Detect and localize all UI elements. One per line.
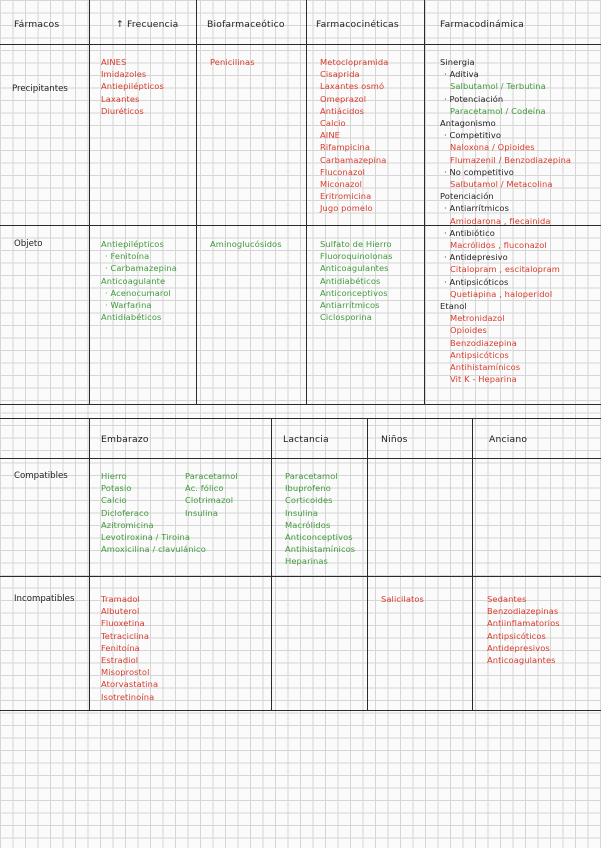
list-item: Laxantes bbox=[101, 93, 140, 104]
list-item: Salicilatos bbox=[381, 594, 424, 604]
list-item: Imidazoles bbox=[101, 69, 147, 80]
header-lactancia: Lactancia bbox=[283, 434, 329, 445]
list-item: Salbutamol / Terbutina bbox=[450, 81, 546, 92]
list-item: Macrólidos bbox=[285, 519, 331, 530]
list-item: Heparinas bbox=[285, 556, 328, 567]
table2-col-rule-3 bbox=[367, 418, 368, 710]
list-item: Anticoagulante bbox=[101, 275, 166, 286]
list-item: Paracetamol bbox=[285, 471, 338, 481]
list-item: Dicloferaco bbox=[101, 507, 149, 518]
list-item: Levotiroxina / Tiroina bbox=[101, 532, 191, 543]
list-item: Ibuprofeno bbox=[285, 483, 331, 494]
list-item: Antihistamínicos bbox=[285, 544, 356, 555]
list-item: Misoprostol bbox=[101, 667, 150, 678]
list-item: Albuterol bbox=[101, 606, 140, 617]
list-item: Antiepilépticos bbox=[101, 81, 164, 92]
incompatibles-ninos-list bbox=[381, 593, 424, 605]
list-item: Antiepilépticos bbox=[101, 239, 164, 249]
header-farmacos: Fármacos bbox=[14, 19, 60, 30]
header-farmacocineticas: Farmacocinéticas bbox=[316, 19, 399, 30]
table1-col-rule-1 bbox=[89, 0, 90, 404]
list-item: Naloxona / Opioides bbox=[450, 142, 535, 153]
list-item: Ciclosporina bbox=[320, 312, 372, 323]
list-item: Diuréticos bbox=[101, 105, 144, 116]
list-item: Clotrimazol bbox=[185, 495, 234, 506]
list-item: Potasio bbox=[101, 483, 132, 494]
list-item: Jugo pomelo bbox=[320, 203, 373, 214]
list-item: AINE bbox=[320, 130, 340, 141]
list-item: Antidiabéticos bbox=[101, 312, 162, 323]
list-item: Corticoides bbox=[285, 495, 333, 506]
row-label-precipitantes: Precipitantes bbox=[12, 84, 68, 94]
list-item: Fluoxetina bbox=[101, 618, 145, 629]
list-item: Azitromicina bbox=[101, 519, 154, 530]
list-item: Vit K - Heparina bbox=[450, 374, 517, 385]
objeto-farmacocineticas-list bbox=[320, 238, 393, 323]
list-item: Omeprazol bbox=[320, 93, 367, 104]
list-item: · Antipsicóticos bbox=[444, 276, 509, 287]
table2-col-rule-4 bbox=[472, 418, 473, 710]
list-item: Antihistamínicos bbox=[450, 362, 521, 373]
list-item: Antiácidos bbox=[320, 105, 365, 116]
list-item: Estradiol bbox=[101, 655, 139, 666]
list-item: · Acenocumarol bbox=[105, 287, 171, 298]
list-item: · Antidepresivo bbox=[444, 252, 508, 263]
list-item: Amoxicilina / clavulánico bbox=[101, 544, 206, 555]
list-item: Tramadol bbox=[101, 594, 140, 604]
list-item: Metoclopramida bbox=[320, 57, 389, 67]
header-frecuencia: ↑ Frecuencia bbox=[116, 19, 179, 30]
list-item: Insulina bbox=[185, 507, 219, 518]
list-item: Benzodiazepinas bbox=[487, 606, 559, 617]
list-item: Hierro bbox=[101, 471, 127, 481]
list-item: · Aditiva bbox=[444, 69, 479, 80]
farmacodinamica-list bbox=[440, 56, 571, 385]
list-item: Potenciación bbox=[440, 191, 494, 202]
list-item: · No competitivo bbox=[444, 166, 514, 177]
list-item: Etanol bbox=[440, 301, 467, 312]
table1-header-rule bbox=[0, 44, 601, 45]
list-item: Aminoglucósidos bbox=[210, 239, 282, 249]
table2-top-rule bbox=[0, 418, 601, 419]
list-item: Ac. fólico bbox=[185, 483, 224, 494]
compatibles-lactancia-list bbox=[285, 470, 355, 568]
objeto-biofarmaceotico-list bbox=[210, 238, 282, 250]
list-item: Paracetamol bbox=[185, 471, 238, 481]
table2-header-rule bbox=[0, 458, 601, 459]
table1-col-rule-4 bbox=[424, 0, 425, 404]
header-embarazo: Embarazo bbox=[101, 434, 149, 445]
list-item: Tetraciclina bbox=[101, 630, 150, 641]
table2-bottom-rule bbox=[0, 710, 601, 711]
list-item: AINES bbox=[101, 57, 127, 67]
table2-col-rule-2 bbox=[271, 418, 272, 710]
list-item: Calcio bbox=[320, 118, 346, 129]
precipitantes-biofarmaceotico-list bbox=[210, 56, 255, 68]
table2-row-rule bbox=[0, 576, 601, 577]
list-item: · Warfarina bbox=[105, 300, 152, 311]
header-ninos: Niños bbox=[381, 434, 408, 445]
list-item: · Fenitoína bbox=[105, 251, 150, 262]
row-label-objeto: Objeto bbox=[14, 239, 43, 249]
list-item: Antiarrítmicos bbox=[320, 300, 380, 311]
list-item: Atorvastatina bbox=[101, 679, 159, 690]
list-item: Fluoroquinolonas bbox=[320, 251, 393, 262]
list-item: Amiodarona , flecainida bbox=[450, 215, 551, 226]
list-item: Citalopram , escitalopram bbox=[450, 264, 560, 275]
list-item: Anticoagulantes bbox=[320, 263, 389, 274]
list-item: Metronidazol bbox=[450, 313, 505, 324]
list-item: Antiinflamatorios bbox=[487, 618, 560, 629]
list-item: Antidepresivos bbox=[487, 642, 550, 653]
list-item: Eritromicina bbox=[320, 191, 372, 202]
list-item: Quetiapina , haloperidol bbox=[450, 288, 553, 299]
list-item: · Antiarrítmicos bbox=[444, 203, 510, 214]
table2-col-rule-1 bbox=[89, 418, 90, 710]
compatibles-embarazo-list-2 bbox=[185, 470, 238, 519]
list-item: Anticonceptivos bbox=[320, 287, 388, 298]
precipitantes-farmacocineticas-list bbox=[320, 56, 388, 215]
list-item: · Competitivo bbox=[444, 130, 502, 141]
list-item: · Carbamazepina bbox=[105, 263, 177, 274]
list-item: Antagonismo bbox=[440, 118, 496, 129]
list-item: Penicilinas bbox=[210, 57, 255, 67]
row-label-incompatibles: Incompatibles bbox=[14, 594, 75, 604]
list-item: Flumazenil / Benzodiazepina bbox=[450, 154, 572, 165]
incompatibles-anciano-list bbox=[487, 593, 560, 666]
table1-col-rule-3 bbox=[306, 0, 307, 404]
list-item: Sedantes bbox=[487, 594, 527, 604]
header-farmacodinamica: Farmacodinámica bbox=[440, 19, 524, 30]
list-item: Laxantes osmó bbox=[320, 81, 385, 92]
table1-bottom-rule bbox=[0, 404, 601, 405]
table1-col-rule-2 bbox=[196, 0, 197, 404]
list-item: Sinergia bbox=[440, 57, 475, 67]
list-item: Opioides bbox=[450, 325, 487, 336]
precipitantes-frecuencia-list bbox=[101, 56, 164, 117]
objeto-frecuencia-list bbox=[101, 238, 177, 323]
list-item: Calcio bbox=[101, 495, 127, 506]
list-item: Anticoagulantes bbox=[487, 655, 556, 666]
row-label-compatibles: Compatibles bbox=[14, 471, 68, 481]
list-item: Rifampicina bbox=[320, 142, 371, 153]
list-item: Insulina bbox=[285, 507, 319, 518]
list-item: Antipsicóticos bbox=[487, 630, 546, 641]
list-item: · Antibiótico bbox=[444, 227, 495, 238]
list-item: Fluconazol bbox=[320, 166, 366, 177]
list-item: Miconazol bbox=[320, 179, 363, 190]
header-anciano: Anciano bbox=[489, 434, 528, 445]
list-item: Fenitoína bbox=[101, 642, 140, 653]
list-item: Macrólidos , fluconazol bbox=[450, 240, 547, 251]
list-item: Paracetamol / Codeína bbox=[450, 105, 546, 116]
list-item: Antidiabéticos bbox=[320, 275, 381, 286]
list-item: Cisaprida bbox=[320, 69, 360, 80]
list-item: Antipsicóticos bbox=[450, 349, 509, 360]
list-item: Isotretinoína bbox=[101, 691, 155, 702]
list-item: Anticonceptivos bbox=[285, 532, 353, 543]
header-biofarmaceotico: Biofarmaceótico bbox=[207, 19, 285, 30]
list-item: Carbamazepina bbox=[320, 154, 387, 165]
incompatibles-embarazo-list bbox=[101, 593, 158, 703]
list-item: Sulfato de Hierro bbox=[320, 239, 392, 249]
list-item: · Potenciación bbox=[444, 93, 504, 104]
list-item: Salbutamol / Metacolina bbox=[450, 179, 553, 190]
list-item: Benzodiazepina bbox=[450, 337, 517, 348]
